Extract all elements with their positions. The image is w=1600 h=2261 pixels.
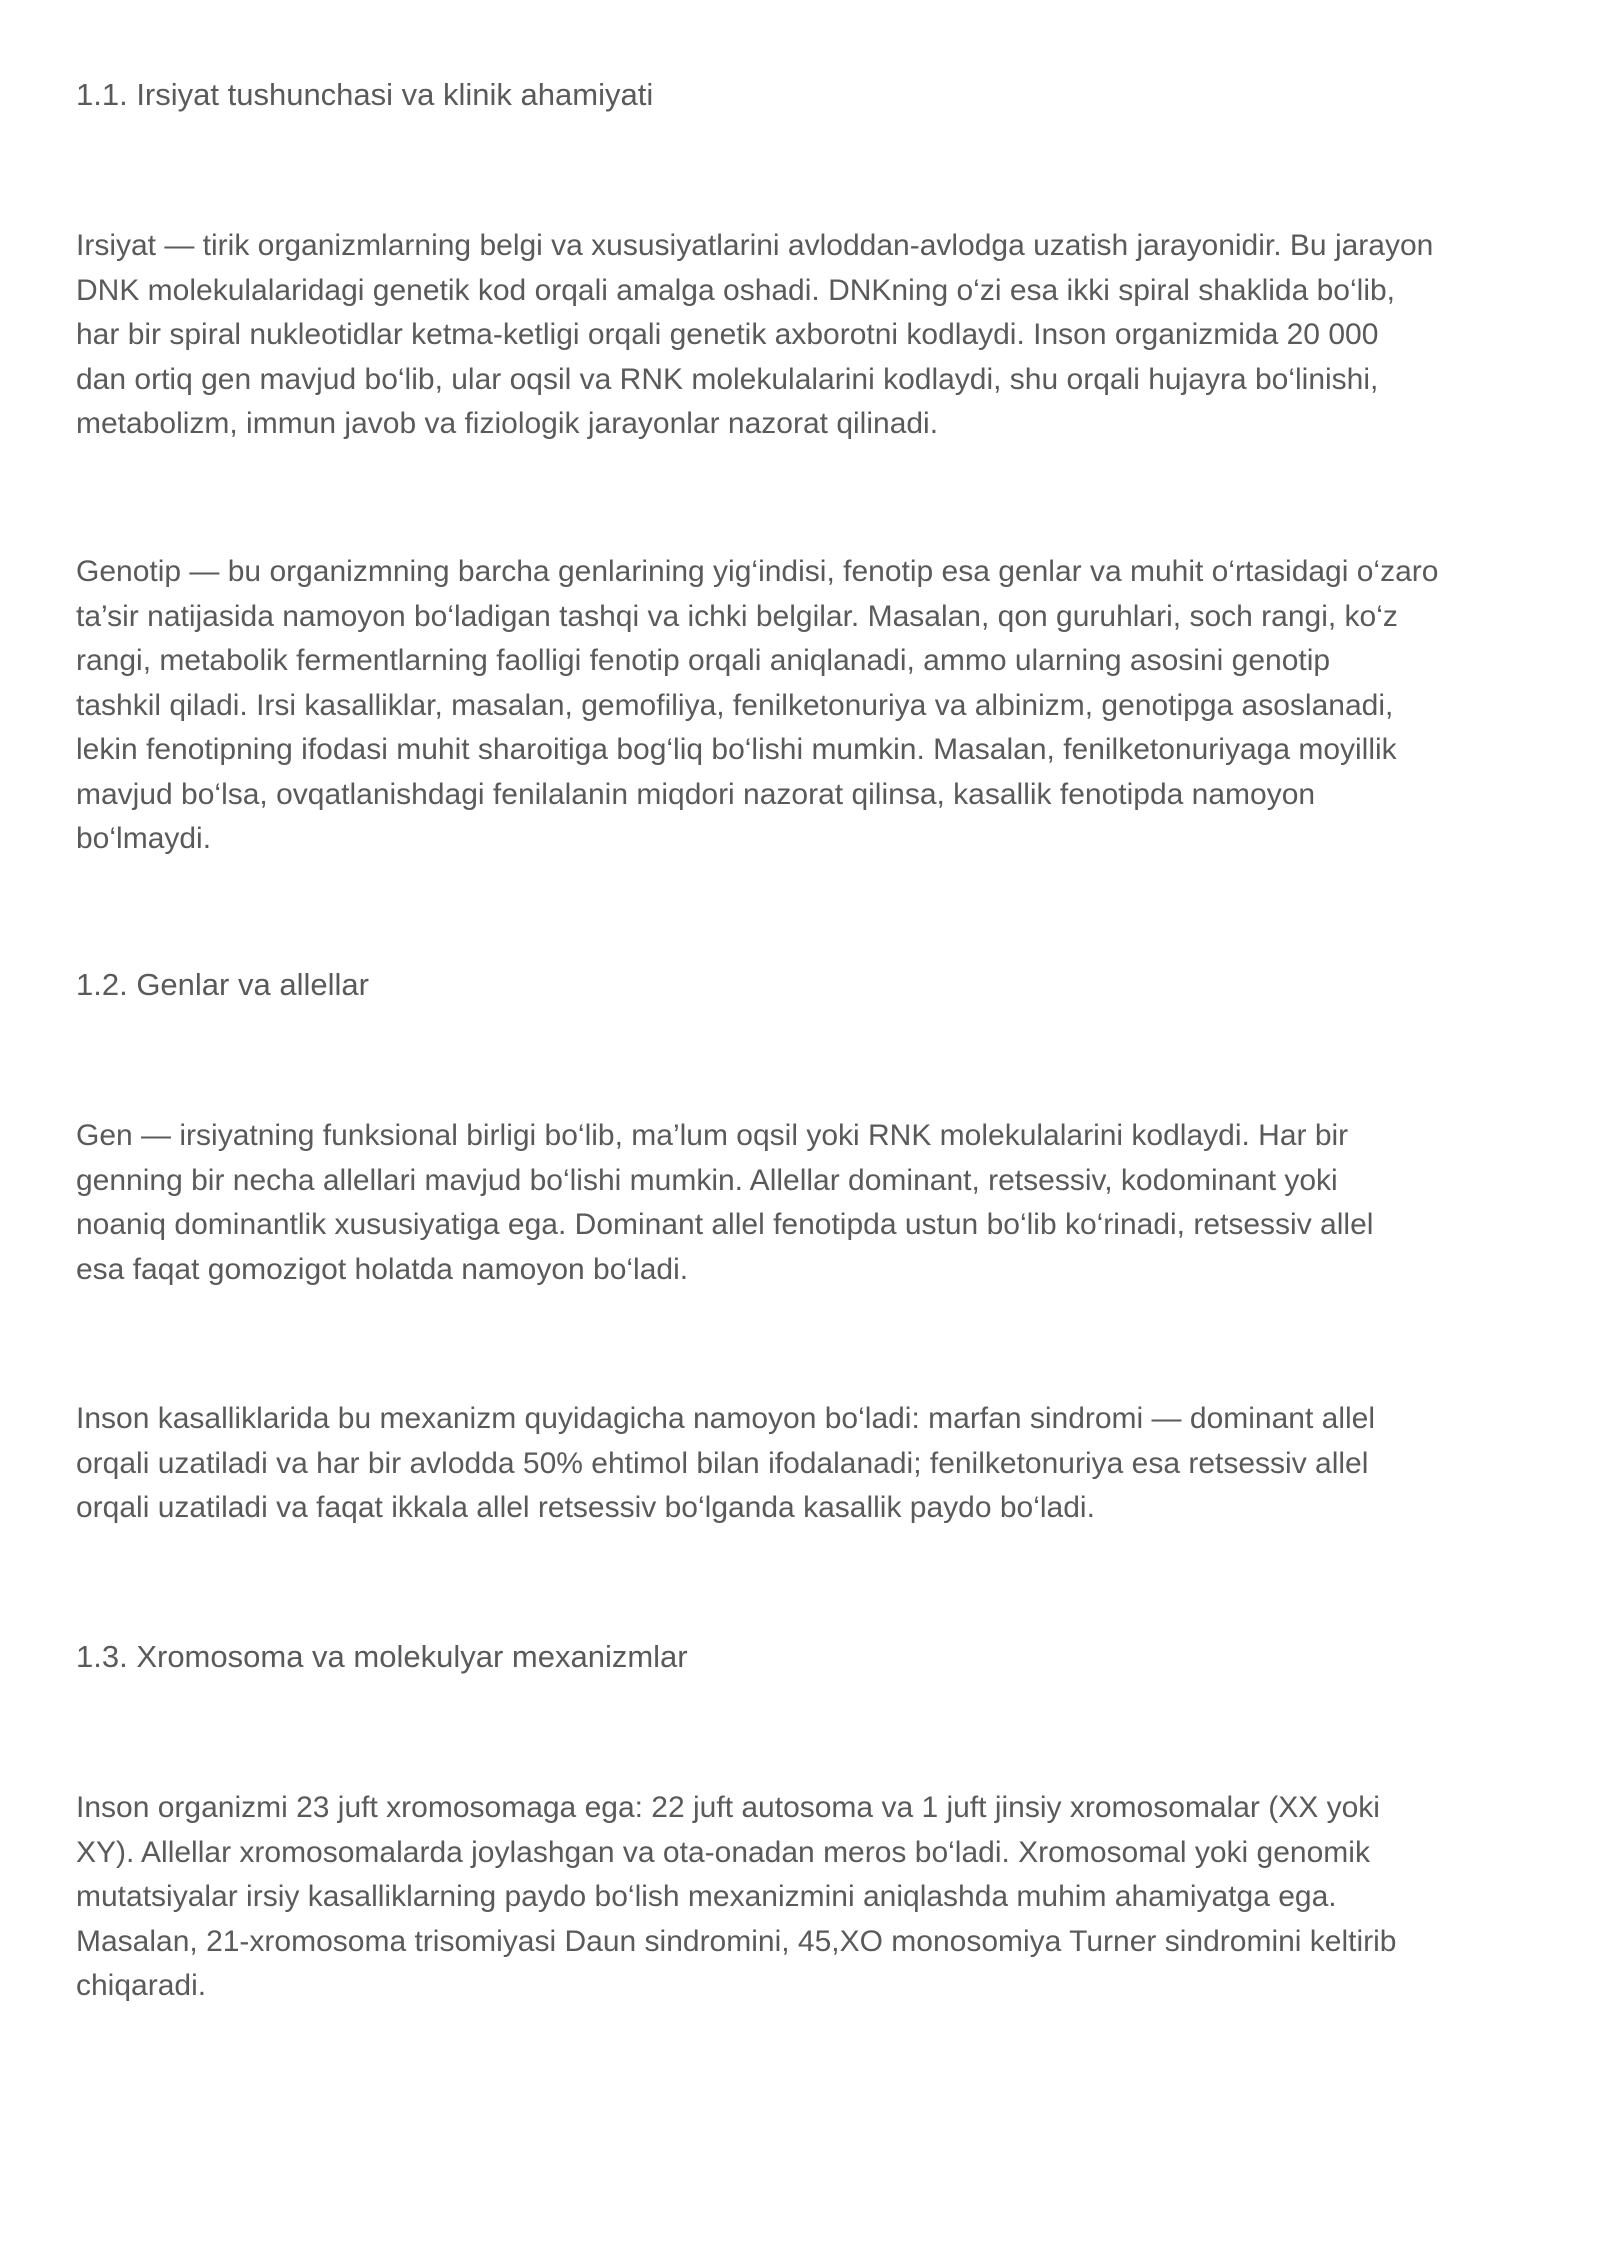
section-heading-1-1: 1.1. Irsiyat tushunchasi va klinik ahamiyati	[76, 77, 654, 112]
paragraph-genotip	[76, 550, 1536, 862]
section-heading-1-2: 1.2. Genlar va allellar	[76, 967, 369, 1002]
text-line: tashkil qiladi. Irsi kasalliklar, masalan, gemofiliya, fenilketonuriya va albinizm, genotipga asoslanadi,	[76, 688, 1394, 722]
text-line: rangi, metabolik fermentlarning faolligi fenotip orqali aniqlanadi, ammo ularning asosini genotip	[76, 644, 1331, 677]
text-line: dan ortiq gen mavjud bo‘lib, ular oqsil va RNK molekulalarini kodlaydi, shu orqali hujayra bo‘linishi,	[76, 362, 1379, 396]
text-line: Inson organizmi 23 juft xromosomaga ega: 22 juft autosoma va 1 juft jinsiy xromosomalar (XX yoki	[76, 1791, 1380, 1824]
paragraph-xromosoma	[76, 1786, 1536, 2009]
text-line: metabolizm, immun javob va fiziologik jarayonlar nazorat qilinadi.	[76, 407, 939, 440]
text-line: Masalan, 21-xromosoma trisomiyasi Daun sindromini, 45,XO monosomiya Turner sindromini keltirib	[76, 1924, 1397, 1958]
text-line: Gen — irsiyatning funksional birligi bo‘lib, ma’lum oqsil yoki RNK molekulalarini kodlaydi. Har bir	[76, 1119, 1349, 1152]
text-line: ta’sir natijasida namoyon bo‘ladigan tashqi va ichki belgilar. Masalan, qon guruhlari, soch rangi, ko‘z	[76, 599, 1398, 633]
text-line: noaniq dominantlik xususiyatiga ega. Dominant allel fenotipda ustun bo‘lib ko‘rinadi, retsessiv allel	[76, 1208, 1374, 1241]
section-heading-1-3: 1.3. Xromosoma va molekulyar mexanizmlar	[76, 1639, 688, 1674]
text-line: genning bir necha allellari mavjud bo‘lishi mumkin. Allellar dominant, retsessiv, kodominant yoki	[76, 1163, 1338, 1197]
text-line: orqali uzatiladi va har bir avlodda 50% ehtimol bilan ifodalanadi; fenilketonuriya esa retsessiv allel	[76, 1446, 1369, 1480]
text-line: DNK molekulalaridagi genetik kod orqali amalga oshadi. DNKning o‘zi esa ikki spiral shaklida bo‘lib,	[76, 273, 1396, 307]
text-line: mavjud bo‘lsa, ovqatlanishdagi fenilalanin miqdori nazorat qilinsa, kasallik fenotipda namoyon	[76, 777, 1316, 811]
text-line: bo‘lmaydi.	[76, 822, 212, 855]
text-line: mutatsiyalar irsiy kasalliklarning paydo bo‘lish mexanizmini aniqlashda muhim ahamiyatga ega.	[76, 1880, 1337, 1913]
text-line: har bir spiral nukleotidlar ketma-ketligi orqali genetik axborotni kodlaydi. Inson organizmida 20 000	[76, 318, 1379, 351]
paragraph-gen	[76, 1114, 1536, 1292]
text-line: orqali uzatiladi va faqat ikkala allel retsessiv bo‘lganda kasallik paydo bo‘ladi.	[76, 1491, 1095, 1524]
text-line: lekin fenotipning ifodasi muhit sharoitiga bog‘liq bo‘lishi mumkin. Masalan, fenilketonuriyaga moyillik	[76, 733, 1397, 766]
text-line: XY). Allellar xromosomalarda joylashgan va ota-onadan meros bo‘ladi. Xromosomal yoki genomik	[76, 1835, 1370, 1869]
text-line: chiqaradi.	[76, 1969, 207, 2002]
text-line: Irsiyat — tirik organizmlarning belgi va xususiyatlarini avloddan-avlodga uzatish jarayonidir. Bu jarayon	[76, 229, 1434, 262]
text-line: esa faqat gomozigot holatda namoyon bo‘ladi.	[76, 1252, 689, 1286]
paragraph-irsiyat	[76, 224, 1536, 447]
text-line: Inson kasalliklarida bu mexanizm quyidagicha namoyon bo‘ladi: marfan sindromi — dominant allel	[76, 1402, 1375, 1435]
text-line: Genotip — bu organizmning barcha genlarining yig‘indisi, fenotip esa genlar va muhit o‘rtasidagi o‘zaro	[76, 555, 1439, 588]
paragraph-inson-kasalliklari	[76, 1397, 1536, 1531]
